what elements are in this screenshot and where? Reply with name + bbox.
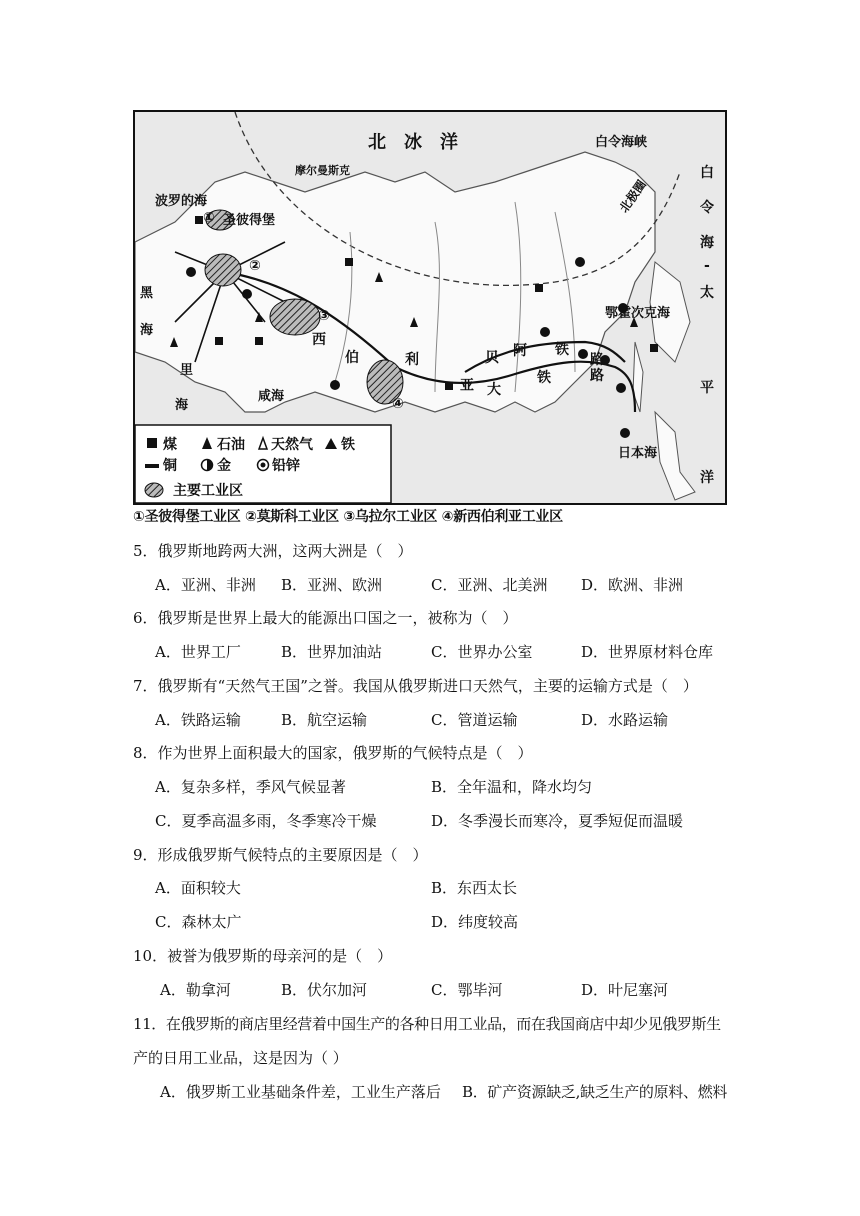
- svg-text:大: 大: [487, 382, 501, 398]
- q7-option-b: B．航空运输: [281, 711, 368, 729]
- map-caption: ①圣彼得堡工业区 ②莫斯科工业区 ③乌拉尔工业区 ④新西伯利亚工业区: [133, 509, 563, 525]
- q8-option-b: B．全年温和，降水均匀: [431, 778, 593, 796]
- russia-resource-map: [133, 110, 727, 505]
- label-st-petersburg: 圣彼得堡: [223, 213, 276, 228]
- svg-text:主要工业区: 主要工业区: [173, 483, 243, 499]
- svg-text:黑: 黑: [140, 286, 154, 301]
- q9-option-c: C．森林太广: [155, 913, 242, 931]
- q9-option-a: A．面积较大: [155, 879, 241, 897]
- q9-option-d: D．纬度较高: [431, 913, 519, 931]
- label-baltic-sea: 波罗的海: [155, 194, 208, 209]
- q11-option-b: B．矿产资源缺乏,缺乏生产的原料、燃料: [462, 1083, 728, 1101]
- svg-text:白: 白: [700, 165, 714, 181]
- svg-text:令: 令: [700, 200, 714, 216]
- q8-option-d: D．冬季漫长而寒冷，夏季短促而温暖: [431, 812, 684, 830]
- q5-option-b: B．亚洲、欧洲: [281, 576, 383, 594]
- svg-text:铜: 铜: [163, 458, 177, 474]
- svg-text:金: 金: [217, 458, 231, 474]
- q11-option-a: A．俄罗斯工业基础条件差，工业生产落后: [160, 1083, 441, 1101]
- svg-text:西: 西: [312, 332, 326, 348]
- svg-text:-: -: [704, 258, 710, 274]
- svg-text:平: 平: [700, 380, 714, 396]
- svg-text:煤: 煤: [163, 437, 177, 453]
- q5-option-c: C．亚洲、北美洲: [431, 576, 548, 594]
- question-11-stem-line2: 产的日用工业品，这是因为（ ）: [133, 1049, 348, 1067]
- q6-option-a: A．世界工厂: [155, 643, 241, 661]
- q10-option-b: B．伏尔加河: [281, 981, 368, 999]
- question-6-stem: 6．俄罗斯是世界上最大的能源出口国之一，被称为（ ）: [133, 609, 518, 627]
- question-8-stem: 8．作为世界上面积最大的国家，俄罗斯的气候特点是（ ）: [133, 744, 533, 762]
- label-aral-sea: 咸海: [258, 389, 285, 404]
- marker-3: ③: [318, 308, 330, 324]
- industrial-zone-2: [205, 254, 241, 286]
- label-murmansk: 摩尔曼斯克: [295, 164, 350, 177]
- svg-text:伯: 伯: [345, 350, 359, 366]
- q10-option-a: A．勒拿河: [160, 981, 231, 999]
- marker-4: ④: [392, 396, 404, 412]
- label-japan-sea: 日本海: [618, 446, 658, 461]
- q5-option-a: A．亚洲、非洲: [155, 576, 256, 594]
- marker-1: ①: [203, 210, 215, 226]
- q8-option-a: A．复杂多样，季风气候显著: [155, 778, 346, 796]
- svg-text:铁: 铁: [341, 437, 355, 453]
- svg-text:路: 路: [590, 368, 604, 384]
- q10-option-d: D．叶尼塞河: [581, 981, 669, 999]
- svg-text:洋: 洋: [700, 470, 714, 486]
- svg-text:石油: 石油: [217, 437, 245, 453]
- q10-option-c: C．鄂毕河: [431, 981, 503, 999]
- label-arctic-ocean: 北 冰 洋: [368, 132, 458, 153]
- svg-text:海: 海: [175, 398, 189, 413]
- map-drawing: [135, 112, 725, 503]
- q6-option-b: B．世界加油站: [281, 643, 383, 661]
- q6-option-c: C．世界办公室: [431, 643, 533, 661]
- q6-option-d: D．世界原材料仓库: [581, 643, 714, 661]
- industrial-zone-3: [270, 299, 320, 335]
- label-okhotsk-sea: 鄂霍次克海: [605, 306, 671, 321]
- map-legend: [135, 425, 391, 503]
- svg-text:太: 太: [700, 285, 714, 301]
- svg-text:贝: 贝: [485, 350, 499, 366]
- svg-text:铅锌: 铅锌: [272, 458, 300, 474]
- svg-text:利: 利: [405, 352, 419, 368]
- svg-text:里: 里: [180, 363, 194, 378]
- svg-text:天然气: 天然气: [271, 437, 313, 453]
- q7-option-d: D．水路运输: [581, 711, 669, 729]
- q9-option-b: B．东西太长: [431, 879, 518, 897]
- marker-2: ②: [249, 258, 261, 274]
- q7-option-c: C．管道运输: [431, 711, 518, 729]
- label-bering-strait: 白令海峡: [595, 135, 648, 150]
- question-7-stem: 7．俄罗斯有“天然气王国”之誉。我国从俄罗斯进口天然气，主要的运输方式是（ ）: [133, 677, 698, 695]
- svg-text:海: 海: [140, 323, 154, 338]
- svg-text:亚: 亚: [460, 378, 474, 394]
- q7-option-a: A．铁路运输: [155, 711, 241, 729]
- svg-text:阿: 阿: [513, 343, 527, 359]
- svg-text:海: 海: [700, 235, 714, 251]
- question-5-stem: 5．俄罗斯地跨两大洲，这两大洲是（ ）: [133, 542, 413, 560]
- label-arctic-circle: 北极圈: [616, 177, 649, 216]
- question-10-stem: 10．被誉为俄罗斯的母亲河的是（ ）: [133, 947, 393, 965]
- svg-text:路: 路: [590, 352, 604, 368]
- q5-option-d: D．欧洲、非洲: [581, 576, 684, 594]
- svg-text:铁: 铁: [537, 370, 551, 386]
- svg-text:铁: 铁: [555, 342, 569, 358]
- q8-option-c: C．夏季高温多雨，冬季寒冷干燥: [155, 812, 377, 830]
- question-11-stem-line1: 11．在俄罗斯的商店里经营着中国生产的各种日用工业品，而在我国商店中却少见俄罗斯生: [133, 1015, 721, 1033]
- question-9-stem: 9．形成俄罗斯气候特点的主要原因是（ ）: [133, 846, 428, 864]
